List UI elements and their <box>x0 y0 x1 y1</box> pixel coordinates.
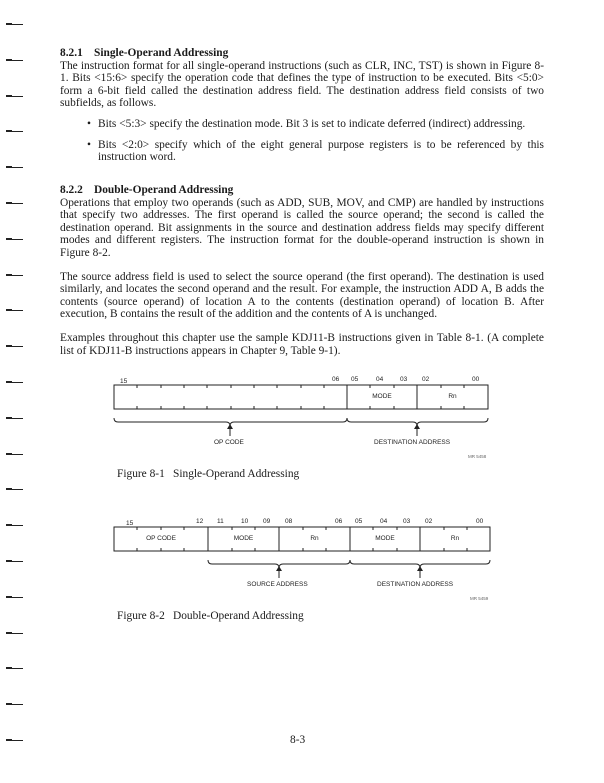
margin-mark <box>6 167 23 168</box>
figure-8-1-diagram <box>100 378 510 478</box>
destination-brace <box>347 418 488 426</box>
margin-mark <box>6 24 23 25</box>
section-heading: 8.2.1 Single-Operand Addressing <box>60 47 229 59</box>
group-label-opcode: OP CODE <box>214 439 244 446</box>
paragraph: The source address field is used to select the source operand (the first operand). The destination is used similarly, and locates the second operand and the result. For example, the instruction ADD A, B adds the contents (source operand) of location A to the contents (destination operand) of location B. After execution, B contains the result of the addition and the contents of A is unchanged. <box>60 270 544 321</box>
field-label-mode: MODE <box>372 393 392 400</box>
bit-label: 02 <box>422 376 430 383</box>
margin-mark <box>6 668 23 669</box>
margin-mark <box>6 239 23 240</box>
margin-mark <box>6 454 23 455</box>
field-label-destination-mode: MODE <box>375 535 395 542</box>
paragraph: The instruction format for all single-operand instructions (such as CLR, INC, TST) is shown in Figure 8-1. Bits <15:6> specify the operation code that defines the type of instruction to be executed. Bits <5:0> form a 6-bit field called the destination address field. The destination address field consists of two subfields, as follows. <box>60 59 544 110</box>
margin-mark <box>6 275 23 276</box>
bit-label: 06 <box>335 518 343 525</box>
margin-mark <box>6 489 23 490</box>
binder-margin-marks <box>6 0 26 783</box>
margin-mark <box>6 131 23 132</box>
margin-mark <box>6 382 23 383</box>
group-label-destination-address: DESTINATION ADDRESS <box>377 581 454 588</box>
page-number: 8-3 <box>290 734 306 746</box>
margin-mark <box>6 418 23 419</box>
margin-mark <box>6 740 23 741</box>
field-label-source-mode: MODE <box>233 535 254 542</box>
bit-label: 00 <box>472 376 480 383</box>
field-label-source-rn: Rn <box>310 535 319 542</box>
margin-mark <box>6 203 23 204</box>
margin-mark <box>6 597 23 598</box>
bit-label: 11 <box>217 518 224 525</box>
opcode-brace <box>114 418 347 426</box>
figure-reference-code: MR 5458 <box>468 454 487 459</box>
margin-mark <box>6 96 23 97</box>
margin-mark <box>6 525 23 526</box>
bit-label: 03 <box>400 376 408 383</box>
bit-label: 09 <box>263 518 271 525</box>
margin-mark <box>6 633 23 634</box>
margin-mark <box>6 561 23 562</box>
margin-mark <box>6 60 23 61</box>
figure-8-2-caption: Figure 8-2 Double-Operand Addressing <box>117 610 304 622</box>
paragraph: Examples throughout this chapter use the sample KDJ11-B instructions given in Table 8-1. (A complete list of KDJ11-B instructions appears in Chapter 9, Table 9-1). <box>60 331 544 357</box>
bit-label: 15 <box>120 378 128 385</box>
bullet-item: • Bits <2:0> specify which of the eight general purpose registers is to be referenced by this instruction word. <box>87 138 544 164</box>
field-label-opcode: OP CODE <box>146 535 176 542</box>
field-label-destination-rn: Rn <box>450 535 460 542</box>
bit-label: 05 <box>351 376 359 383</box>
bit-label: 06 <box>332 376 340 383</box>
arrow-head <box>417 566 423 571</box>
section-heading: 8.2.2 Double-Operand Addressing <box>60 184 234 196</box>
bullet-list <box>60 118 544 164</box>
bullet-item: • Bits <5:3> specify the destination mode. Bit 3 is set to indicate deferred (indirect) addressing. <box>87 117 526 130</box>
bit-label: 05 <box>355 518 363 525</box>
section-8-2-1 <box>60 47 544 172</box>
figure-8-2-diagram <box>100 520 510 620</box>
bit-label: 04 <box>380 518 388 525</box>
group-label-destination-address: DESTINATION ADDRESS <box>374 439 451 446</box>
bit-label: 15 <box>126 520 134 527</box>
field-label-rn: Rn <box>448 393 457 400</box>
margin-mark <box>6 310 23 311</box>
bit-label: 10 <box>241 518 249 525</box>
margin-mark <box>6 346 23 347</box>
bit-label: 00 <box>476 518 484 525</box>
bit-label: 03 <box>403 518 411 525</box>
figure-reference-code: MR 5459 <box>470 596 489 601</box>
arrow-head <box>276 566 282 571</box>
bit-label: 02 <box>425 518 433 525</box>
bit-label: 12 <box>196 518 204 525</box>
arrow-head <box>227 424 233 429</box>
arrow-head <box>414 424 420 429</box>
bit-label: 08 <box>285 518 293 525</box>
group-label-source-address: SOURCE ADDRESS <box>247 581 308 588</box>
figure-8-1-caption: Figure 8-1 Single-Operand Addressing <box>117 468 300 480</box>
paragraph: Operations that employ two operands (such as ADD, SUB, MOV, and CMP) are handled by instructions that specify two addresses. The first operand is called the source operand; the second is called the destination operand. Bit assignments in the source and destination address fields may specify different modes and different registers. The instruction format for the double-operand instruction is shown in Figure 8-2. <box>60 196 544 259</box>
section-8-2-2 <box>60 184 544 357</box>
margin-mark <box>6 704 23 705</box>
bit-label: 04 <box>376 376 384 383</box>
